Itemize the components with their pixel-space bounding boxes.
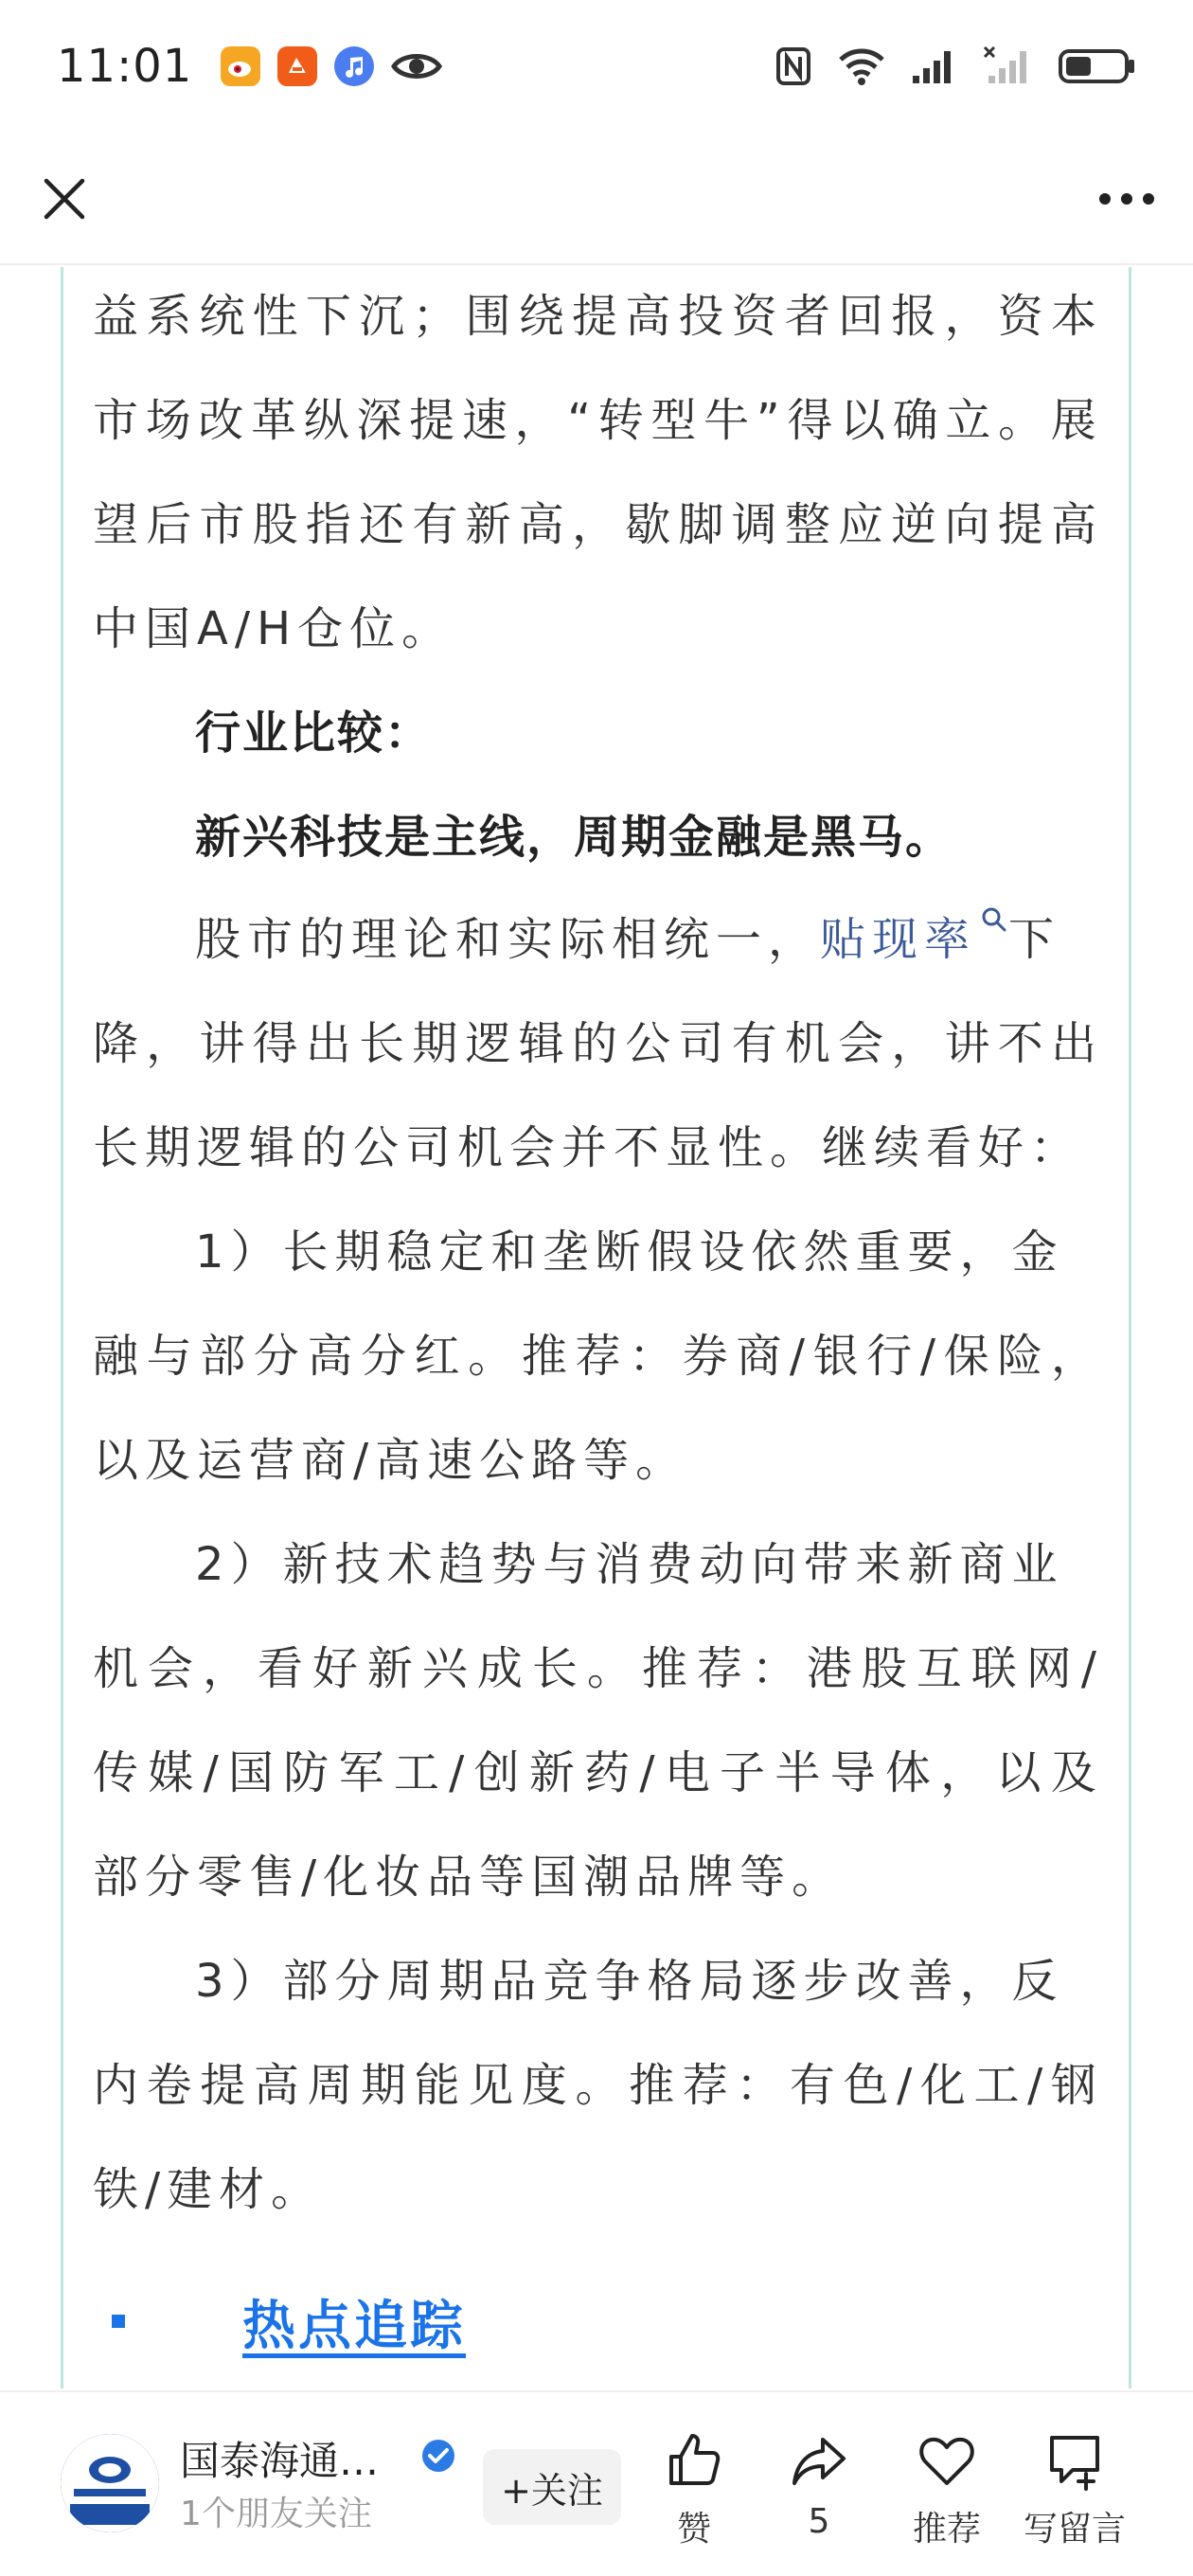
signal-icon [911, 47, 958, 85]
friends-following-count: 1个朋友关注 [180, 2495, 372, 2533]
paragraph-line: 铁/建材。 [93, 2163, 324, 2216]
paragraph-line: 益 系 统 性 下 沉 ； 围 绕 提 高 投 资 者 回 报 ， 资 本 [93, 290, 1096, 343]
search-icon[interactable] [980, 905, 1008, 934]
paragraph-text: 下 [1008, 913, 1061, 966]
recommend-button[interactable] [885, 2430, 1008, 2563]
weibo-icon [221, 46, 260, 86]
like-label: 赞 [676, 2510, 711, 2549]
more-dots-icon [1097, 191, 1156, 206]
more-options-button[interactable] [1089, 163, 1165, 235]
top-nav-bar [0, 133, 1193, 265]
section-subheading: 新兴科技是主线，周期金融是黑马。 [195, 811, 953, 864]
signal-no-sim-icon [983, 45, 1034, 87]
article-content[interactable] [0, 267, 1193, 2388]
paragraph-line: 长期逻辑的公司机会并不显性。继续看好： [93, 1121, 1083, 1174]
share-icon [789, 2430, 849, 2491]
status-app-icons [221, 46, 442, 86]
paragraph-line: 1）长期稳定和垄断假设依然重要，金 [195, 1225, 1064, 1279]
recommend-label: 推荐 [912, 2510, 981, 2549]
paragraph-line: 中国A/H仓位。 [93, 602, 454, 655]
paragraph-line: 传 媒 / 国 防 军 工 / 创 新 药 / 电 子 半 导 体 ， 以 及 [93, 1746, 1096, 1799]
nfc-icon [775, 45, 812, 87]
status-time: 11:01 [57, 40, 193, 93]
like-button[interactable] [632, 2430, 756, 2563]
verified-badge-icon [420, 2438, 456, 2474]
section-bullet [112, 2315, 125, 2328]
battery-icon [1059, 47, 1136, 85]
comment-add-icon [1044, 2430, 1105, 2491]
bottom-action-bar [0, 2390, 1193, 2576]
eye-icon [391, 47, 442, 85]
paragraph-line: 以及运营商/高速公路等。 [93, 1434, 688, 1487]
paragraph-line: 2）新技术趋势与消费动向带来新商业 [195, 1538, 1064, 1591]
quote-frame-right [1129, 267, 1131, 2388]
follow-button[interactable]: +关注 [483, 2449, 621, 2525]
wifi-icon [837, 46, 886, 86]
hot-topics-title[interactable]: 热点追踪 [242, 2296, 466, 2357]
hot-topics-section [0, 2284, 1193, 2360]
paragraph-line: 融 与 部 分 高 分 红 。 推 荐 ： 券 商 / 银 行 / 保 险 ， [93, 1330, 1096, 1383]
author-avatar[interactable] [61, 2434, 159, 2532]
video-app-icon [277, 46, 317, 86]
paragraph-text: 股市的理论和实际相统一， [195, 913, 821, 966]
author-name[interactable]: 国泰海通… [180, 2438, 380, 2484]
status-system-icons [775, 45, 1136, 87]
music-app-icon [334, 46, 374, 86]
paragraph-line: 降 ， 讲 得 出 长 期 逻 辑 的 公 司 有 机 会 ， 讲 不 出 [93, 1017, 1096, 1070]
write-comment-label: 写留言 [1023, 2510, 1126, 2549]
thumbs-up-icon [664, 2430, 724, 2491]
paragraph-line: 3）部分周期品竞争格局逐步改善，反 [195, 1955, 1064, 2008]
paragraph-line: 部分零售/化妆品等国潮品牌等。 [93, 1851, 845, 1904]
quote-frame-left [61, 267, 63, 2388]
heart-icon [917, 2430, 977, 2491]
share-button[interactable] [757, 2430, 881, 2563]
discount-rate-link[interactable]: 贴现率 [820, 913, 977, 966]
paragraph-line: 内 卷 提 高 周 期 能 见 度 。 推 荐 ： 有 色 / 化 工 / 钢 [93, 2059, 1096, 2112]
write-comment-button[interactable] [1013, 2430, 1136, 2563]
paragraph-line: 望 后 市 股 指 还 有 新 高 ， 歇 脚 调 整 应 逆 向 提 高 [93, 498, 1096, 551]
paragraph-line: 机 会 ， 看 好 新 兴 成 长 。 推 荐 ： 港 股 互 联 网 / [93, 1642, 1096, 1695]
share-count: 5 [808, 2502, 830, 2541]
paragraph-line [195, 911, 1060, 968]
status-bar [0, 0, 1193, 133]
paragraph-line: 市 场 改 革 纵 深 提 速 ， “ 转 型 牛 ” 得 以 确 立 。 展 [93, 394, 1096, 447]
close-icon [41, 175, 88, 223]
section-heading: 行业比较： [195, 707, 433, 760]
close-button[interactable] [28, 163, 100, 235]
